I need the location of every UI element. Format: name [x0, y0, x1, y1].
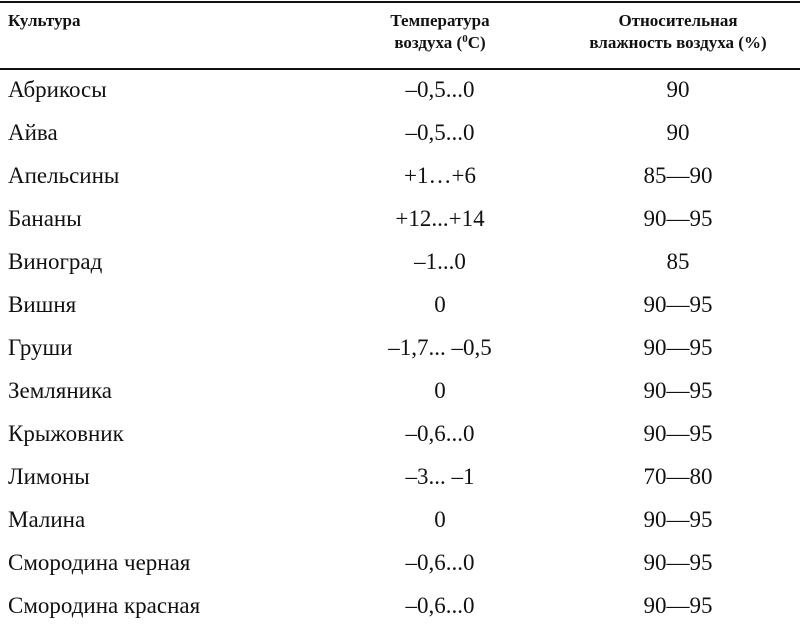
table-row [0, 455, 800, 498]
header-temperature-line2 [340, 32, 540, 54]
humidity-cell: 85 [666, 249, 690, 274]
temperature-cell: –1...0 [414, 249, 466, 274]
crop-cell: Бананы [8, 206, 82, 231]
header-temperature [340, 10, 540, 54]
table-row [0, 154, 800, 197]
temperature-cell: +1…+6 [404, 163, 476, 188]
header-humidity-line2: влажность воздуха (%) [589, 33, 767, 52]
table-row [0, 240, 800, 283]
humidity-cell: 90 [666, 77, 690, 102]
table-row [0, 541, 800, 584]
table-row [0, 68, 800, 111]
crop-cell: Груши [8, 335, 73, 360]
temperature-cell: 0 [434, 378, 446, 403]
temperature-cell: –0,6...0 [405, 421, 475, 446]
header-temperature-degree: 0 [462, 33, 468, 45]
crop-cell: Виноград [8, 249, 103, 274]
crop-cell: Смородина красная [8, 593, 201, 618]
header-humidity-line1: Относительная [618, 11, 738, 30]
humidity-cell: 90—95 [643, 421, 713, 446]
humidity-cell: 90—95 [643, 507, 713, 532]
humidity-cell: 85—90 [643, 163, 713, 188]
temperature-cell: 0 [434, 292, 446, 317]
table-row [0, 498, 800, 541]
crop-cell: Земляника [8, 378, 112, 403]
humidity-cell: 70—80 [643, 464, 713, 489]
humidity-cell: 90 [666, 120, 690, 145]
crop-cell: Апельсины [8, 163, 120, 188]
table-body [0, 68, 800, 627]
header-crop-label: Культура [8, 11, 81, 30]
crop-cell: Лимоны [8, 464, 90, 489]
crop-cell: Абрикосы [8, 77, 107, 102]
humidity-cell: 90—95 [643, 378, 713, 403]
crop-cell: Малина [8, 507, 86, 532]
temperature-cell: –3... –1 [405, 464, 475, 489]
table-row [0, 369, 800, 412]
crop-cell: Айва [8, 120, 58, 145]
table-row [0, 326, 800, 369]
temperature-cell: 0 [434, 507, 446, 532]
table-row [0, 197, 800, 240]
header-temperature-pre: воздуха ( [394, 33, 463, 52]
crop-cell: Крыжовник [8, 421, 124, 446]
humidity-cell: 90—95 [643, 335, 713, 360]
table-row [0, 283, 800, 326]
header-temperature-post: С) [467, 33, 486, 52]
humidity-cell: 90—95 [643, 292, 713, 317]
temperature-cell: –0,5...0 [405, 120, 475, 145]
humidity-cell: 90—95 [643, 550, 713, 575]
header-temperature-line1: Температура [390, 11, 490, 30]
table-row [0, 412, 800, 455]
crop-cell: Смородина черная [8, 550, 191, 575]
humidity-cell: 90—95 [643, 593, 713, 618]
table-row [0, 111, 800, 154]
table-top-rule [0, 1, 800, 3]
temperature-cell: –0,6...0 [405, 593, 475, 618]
crop-cell: Вишня [8, 292, 77, 317]
header-humidity [558, 10, 798, 54]
temperature-cell: –0,6...0 [405, 550, 475, 575]
temperature-cell: +12...+14 [395, 206, 485, 231]
table-row [0, 584, 800, 627]
temperature-cell: –0,5...0 [405, 77, 475, 102]
humidity-cell: 90—95 [643, 206, 713, 231]
header-crop [8, 10, 80, 32]
temperature-cell: –1,7... –0,5 [388, 335, 492, 360]
